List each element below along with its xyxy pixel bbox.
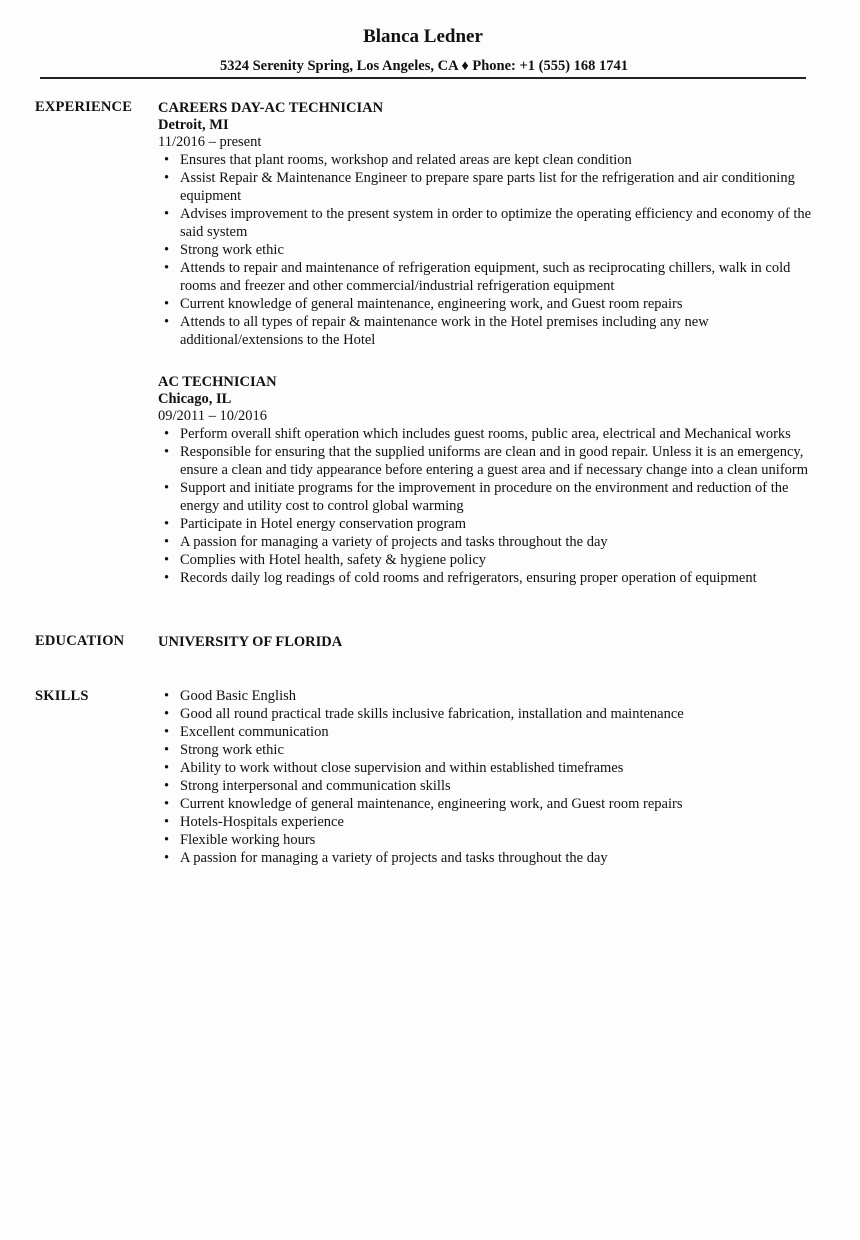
list-item: • Records daily log readings of cold rooms and refrigerators, ensuring proper operation of equipment [158,569,818,587]
resume-header [0,26,860,75]
job-title: AC TECHNICIAN [158,374,277,390]
education-heading: EDUCATION [35,633,125,649]
experience-heading: EXPERIENCE [35,99,133,115]
list-item: • Advises improvement to the present system in order to optimize the operating efficiency and economy of the said system [158,205,818,241]
job-duties-list [158,425,818,587]
list-item: • Attends to all types of repair & maintenance work in the Hotel premises including any new additional/extensions to the Hotel [158,313,818,349]
list-item: • Assist Repair & Maintenance Engineer to prepare spare parts list for the refrigeration and air conditioning equipment [158,169,818,205]
job-location: Detroit, MI [158,117,229,133]
contact-line: 5324 Serenity Spring, Los Angeles, CA ♦ Phone: +1 (555) 168 1741 [219,58,629,74]
list-item: • A passion for managing a variety of projects and tasks throughout the day [158,533,818,551]
job-dates: 11/2016 – present [158,134,262,150]
list-item: • Strong interpersonal and communication skills [158,777,818,795]
list-item: • Ensures that plant rooms, workshop and related areas are kept clean condition [158,151,818,169]
job-location: Chicago, IL [158,391,232,407]
job-dates: 09/2011 – 10/2016 [158,408,268,424]
skills-list [158,687,818,867]
list-item: • Strong work ethic [158,741,818,759]
candidate-name: Blanca Ledner [363,26,483,47]
list-item: • Hotels-Hospitals experience [158,813,818,831]
list-item: • Good Basic English [158,687,818,705]
list-item: • Participate in Hotel energy conservation program [158,515,818,533]
header-divider [40,77,806,79]
skills-heading: SKILLS [35,688,89,704]
list-item: • Perform overall shift operation which includes guest rooms, public area, electrical and Mechanical works [158,425,818,443]
list-item: • Ability to work without close supervision and within established timeframes [158,759,818,777]
list-item: • Good all round practical trade skills inclusive fabrication, installation and maintenance [158,705,818,723]
list-item: • Flexible working hours [158,831,818,849]
list-item: • Support and initiate programs for the improvement in procedure on the environment and reduction of the energy and utility cost to control global warming [158,479,818,515]
education-entry [158,633,818,651]
list-item: • Responsible for ensuring that the supplied uniforms are clean and in good repair. Unless it is an emergency, ensure a clean and tidy appearance before entering a guest area and if necessary change into a clean uniform [158,443,818,479]
list-item: • A passion for managing a variety of projects and tasks throughout the day [158,849,818,867]
job-entry [158,99,818,349]
list-item: • Attends to repair and maintenance of refrigeration equipment, such as reciprocating chillers, walk in cold rooms and freezer and other commercial/industrial refrigeration equipment [158,259,818,295]
list-item: • Current knowledge of general maintenance, engineering work, and Guest room repairs [158,795,818,813]
job-duties-list [158,151,818,349]
skills-entry [158,687,818,867]
school-name: UNIVERSITY OF FLORIDA [158,634,343,650]
list-item: • Complies with Hotel health, safety & hygiene policy [158,551,818,569]
job-title: CAREERS DAY-AC TECHNICIAN [158,100,384,116]
list-item: • Strong work ethic [158,241,818,259]
job-entry [158,373,818,587]
list-item: • Current knowledge of general maintenance, engineering work, and Guest room repairs [158,295,818,313]
list-item: • Excellent communication [158,723,818,741]
